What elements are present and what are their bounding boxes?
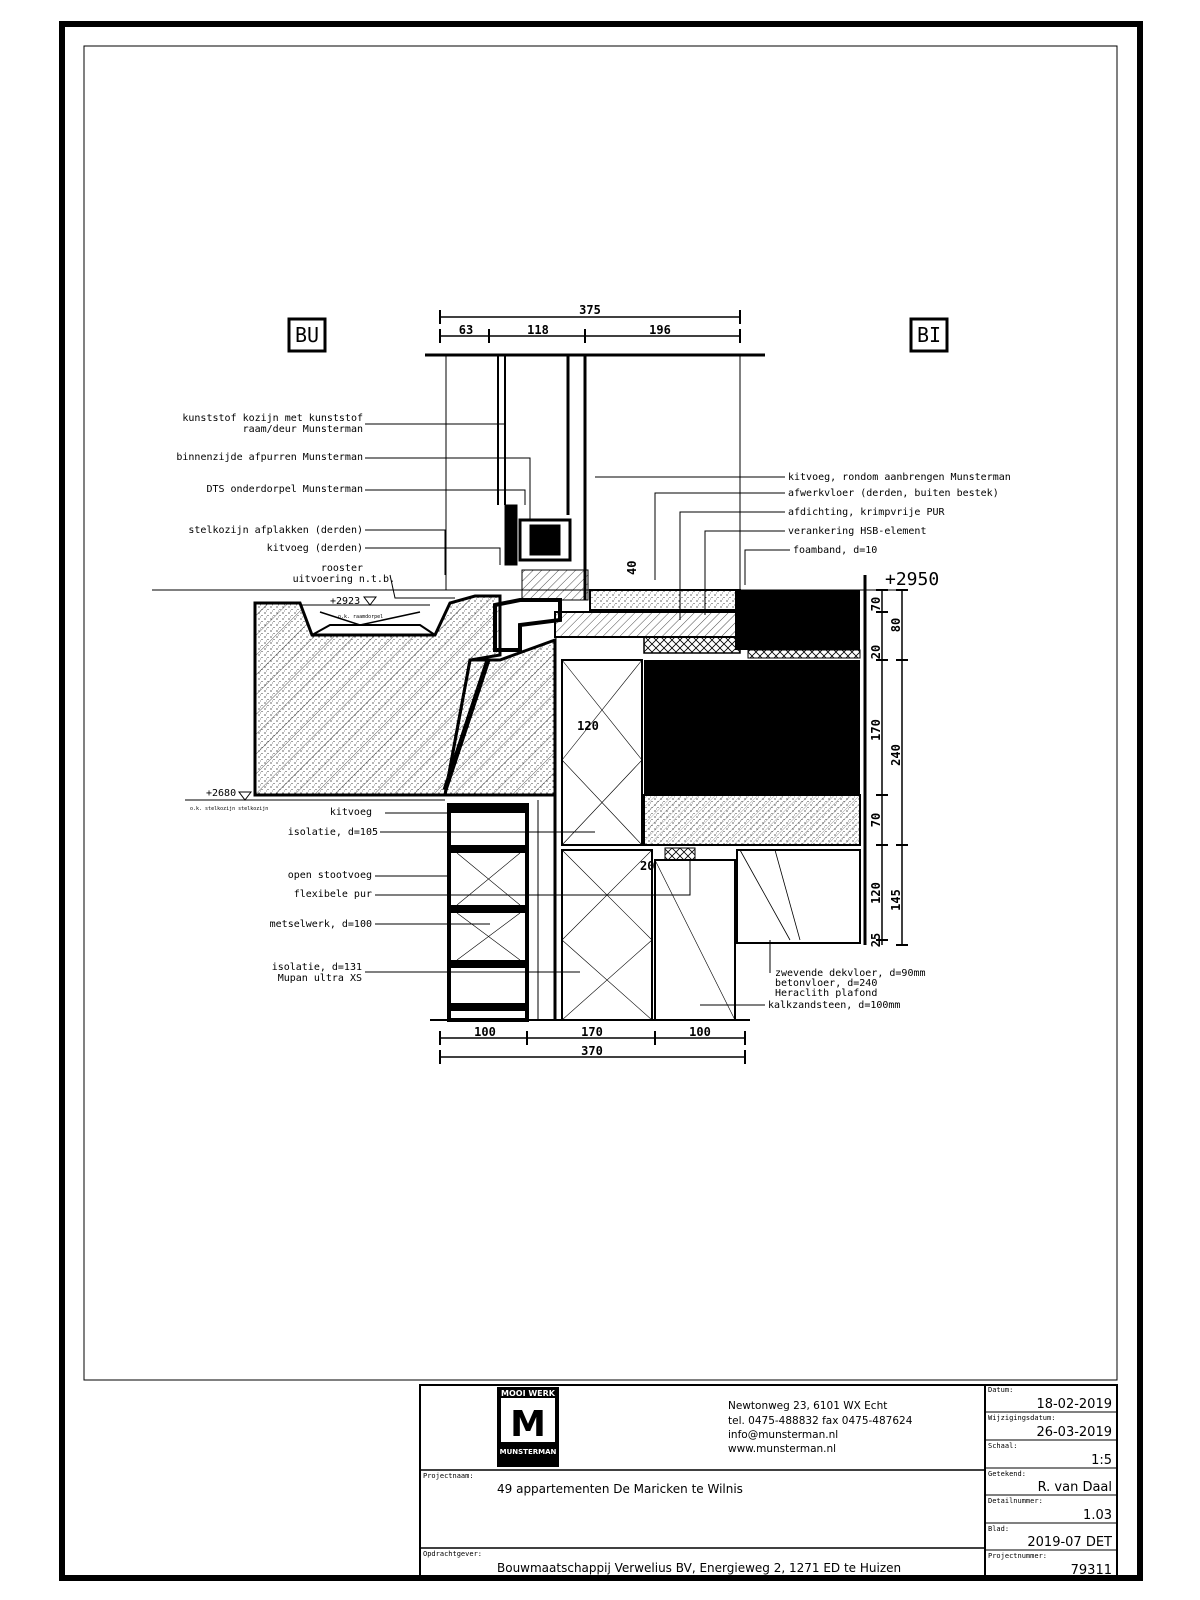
field-wijzigingsdatum: 26-03-2019 [1036,1425,1112,1440]
label-inner-foam: binnenzijde afpurren Munsterman [176,452,363,463]
svg-text:25: 25 [869,932,883,948]
dim-small: 20 [640,859,655,873]
svg-text:M: M [510,1404,546,1445]
label-isolatie-105: isolatie, d=105 [287,827,378,838]
address-email: info@munsterman.nl [728,1429,839,1441]
level-sill-note: o.k. raamdorpel [338,614,384,620]
label-frame: kunststof kozijn met kunststof [182,413,363,424]
svg-text:Schaal:: Schaal: [988,1442,1018,1450]
label-rooster: rooster [320,563,363,574]
dim-bottom-part-1: 100 [474,1025,496,1039]
field-getekend: R. van Daal [1037,1480,1112,1495]
level-sill: +2923 [330,596,361,607]
label-mupan: Mupan ultra XS [277,973,362,984]
svg-text:Projectnummer:: Projectnummer: [988,1552,1048,1560]
label-afdichting: afdichting, krimpvrije PUR [788,507,945,518]
level-lintel-note: o.k. stelkozijn stelkozijn [190,806,269,812]
label-kitvoeg-rondom: kitvoeg, rondom aanbrengen Munsterman [788,472,1011,483]
inside-label-box [911,319,947,351]
label-metselwerk: metselwerk, d=100 [269,919,372,930]
label-kitvoeg-derden: kitvoeg (derden) [266,543,363,554]
dim-top-total: 375 [579,303,601,317]
client-caption: Opdrachtgever: [423,1550,483,1558]
dim-top-part-2: 118 [527,323,549,337]
dim-wall-width: 120 [577,719,599,733]
address-web: www.munsterman.nl [728,1443,837,1455]
svg-text:170: 170 [869,719,883,741]
right-dim-inner-texts [869,597,903,947]
label-afwerkvloer: afwerkvloer (derden, buiten bestek) [788,488,999,499]
svg-text:20: 20 [869,644,883,660]
svg-text:Datum:: Datum: [988,1386,1014,1394]
label-betonvloer: betonvloer, d=240 [775,978,878,989]
label-heraclith: Heraclith plafond [775,988,878,999]
svg-text:145: 145 [889,889,903,911]
field-projectnummer: 79311 [1070,1563,1112,1578]
dim-floor-top: 40 [625,560,639,575]
label-kalkzandsteen: kalkzandsteen, d=100mm [768,1000,901,1011]
label-open-stootvoeg: open stootvoeg [287,870,372,881]
project-name: 49 appartementen De Maricken te Wilnis [497,1482,743,1496]
field-blad: 2019-07 DET [1027,1535,1112,1550]
title-block [420,1385,1117,1578]
outside-label-box [289,319,325,351]
svg-text:80: 80 [889,617,903,633]
level-lintel: +2680 [206,788,237,799]
label-sill-profile: DTS onderdorpel Munsterman [206,484,363,495]
address-street: Newtonweg 23, 6101 WX Echt [728,1400,888,1412]
label-flexibele-pur: flexibele pur [293,889,372,900]
outside-label: BU [294,323,320,347]
field-datum: 18-02-2019 [1036,1397,1112,1412]
field-detailnummer: 1.03 [1083,1508,1112,1523]
svg-text:Detailnummer:: Detailnummer: [988,1497,1043,1505]
label-uitvoering: uitvoering n.t.b. [292,574,395,585]
svg-text:120: 120 [869,882,883,904]
dim-bottom-part-3: 100 [689,1025,711,1039]
outer-sill [255,596,560,795]
client-name: Bouwmaatschappij Verwelius BV, Energieweg 2, 1271 ED te Huizen [497,1561,902,1575]
dim-bottom-part-2: 170 [581,1025,603,1039]
field-schaal: 1:5 [1091,1453,1112,1468]
svg-text:240: 240 [889,744,903,766]
address-phone: tel. 0475-488832 fax 0475-487624 [728,1415,913,1427]
dim-top-part-1: 63 [458,323,474,337]
svg-text:MUNSTERMAN: MUNSTERMAN [499,1448,557,1456]
svg-text:Wijzigingsdatum:: Wijzigingsdatum: [988,1414,1056,1422]
svg-text:70: 70 [869,812,883,828]
label-dekvloer: zwevende dekvloer, d=90mm [775,968,926,979]
label-foamband: foamband, d=10 [793,545,878,556]
dim-bottom-total: 370 [581,1044,603,1058]
label-isolatie-131: isolatie, d=131 [271,962,362,973]
project-caption: Projectnaam: [423,1472,474,1480]
svg-text:Getekend:: Getekend: [988,1470,1026,1478]
inside-label: BI [916,323,942,347]
level-floor: +2950 [885,569,940,590]
label-verankering: verankering HSB-element [788,526,927,537]
svg-text:70: 70 [869,596,883,612]
drawing-frame [84,46,1117,1380]
label-frame-2: raam/deur Munsterman [242,424,363,435]
svg-text:Blad:: Blad: [988,1525,1010,1533]
label-kitvoeg: kitvoeg [329,807,372,818]
dim-top-part-3: 196 [649,323,671,337]
label-stelkozijn: stelkozijn afplakken (derden) [188,525,363,536]
svg-text:MOOI WERK: MOOI WERK [501,1389,555,1398]
